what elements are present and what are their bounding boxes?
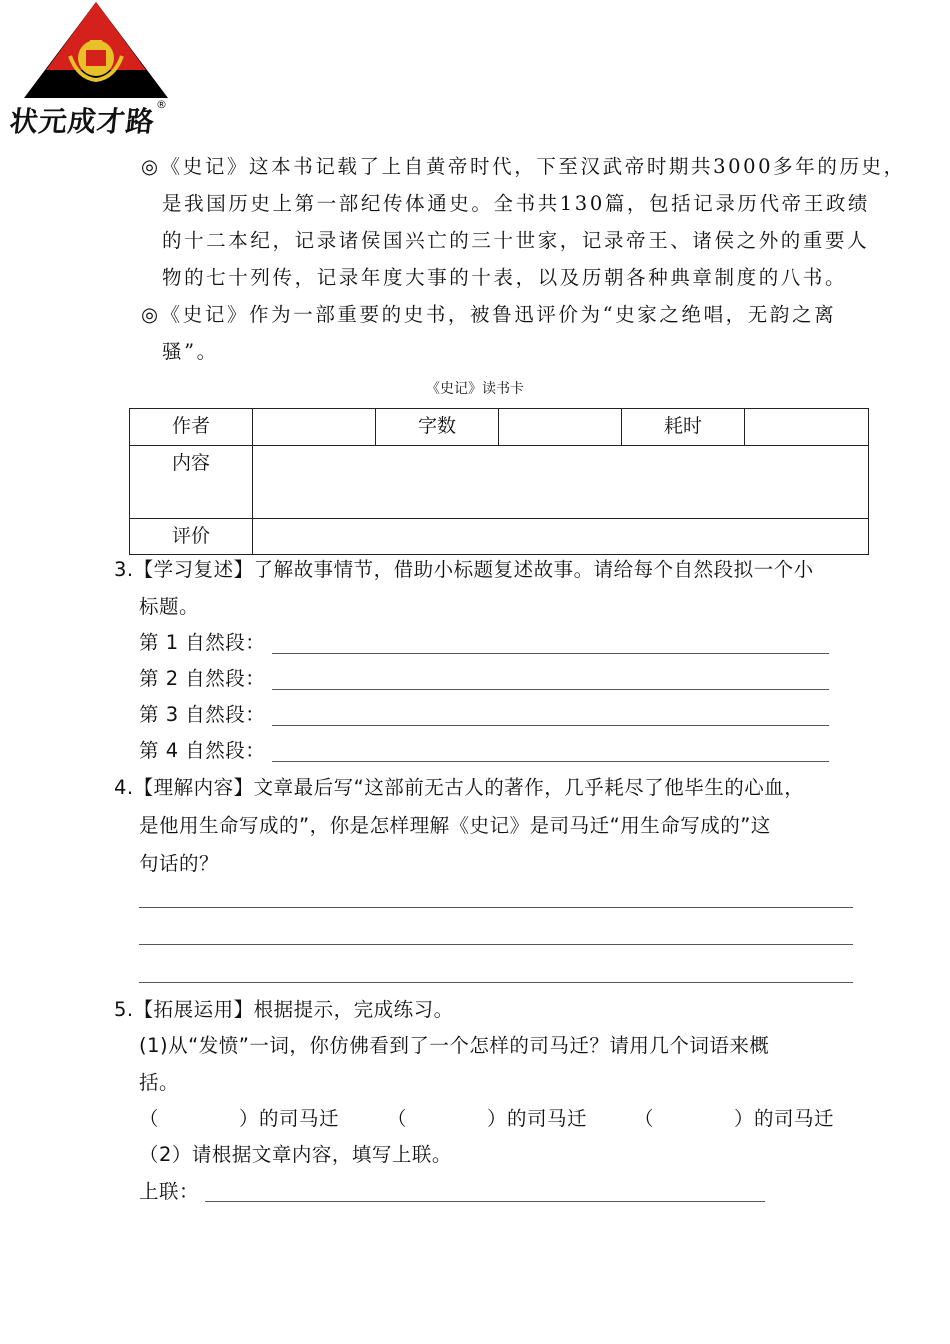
wordcount-cell[interactable] [499,409,622,446]
q5-blank-1[interactable]: （ ）的司马迁 [139,1107,340,1130]
registered-mark: ® [156,98,167,111]
couplet-blank[interactable] [205,1201,765,1202]
intro-line-6: 骚”。 [162,340,219,363]
q4-line-3: 句话的？ [139,852,220,875]
q5-blank-3[interactable]: （ ）的司马迁 [634,1107,835,1130]
q5-blank-2[interactable]: （ ）的司马迁 [387,1107,588,1130]
q3-para-4-label: 第 4 自然段： [139,739,266,762]
content-label: 内容 [130,446,253,519]
q3-line-2: 标题。 [139,595,200,618]
couplet-label: 上联： [139,1180,200,1203]
wordcount-label: 字数 [376,409,499,446]
q3-para-3-blank[interactable] [272,725,829,726]
intro-line-4: 物的七十列传，记录年度大事的十表，以及历朝各种典章制度的八书。 [162,266,848,289]
brand-name: 状元成才路 [8,105,157,138]
q3-para-3-label: 第 3 自然段： [139,703,266,726]
time-label: 耗时 [622,409,745,446]
card-caption: 《史记》读书卡 [426,381,524,397]
q5-line-1: 5.【拓展运用】根据提示，完成练习。 [114,998,454,1021]
q5-sub2: （2）请根据文章内容，填写上联。 [139,1143,452,1166]
q5-sub1-line-1: (1)从“发愤”一词，你仿佛看到了一个怎样的司马迁？请用几个词语来概 [139,1034,770,1057]
q3-para-1-blank[interactable] [272,653,829,654]
review-label: 评价 [130,519,253,555]
q3-para-2-label: 第 2 自然段： [139,667,266,690]
author-cell[interactable] [253,409,376,446]
intro-line-3: 的十二本纪，记录诸侯国兴亡的三十世家，记录帝王、诸侯之外的重要人 [162,229,870,252]
q4-line-1: 4.【理解内容】文章最后写“这部前无古人的著作，几乎耗尽了他毕生的心血， [114,776,805,799]
author-label: 作者 [130,409,253,446]
q3-para-1-label: 第 1 自然段： [139,631,266,654]
review-cell[interactable] [253,519,869,555]
q3-line-1: 3.【学习复述】了解故事情节，借助小标题复述故事。请给每个自然段拟一个小 [114,558,814,581]
reading-card-table [129,408,869,555]
q4-line-2: 是他用生命写成的”，你是怎样理解《史记》是司马迁“用生命写成的”这 [139,814,771,837]
intro-line-5: ◎《史记》作为一部重要的史书，被鲁迅评价为“史家之绝唱，无韵之离 [141,303,837,326]
intro-line-1: ◎《史记》这本书记载了上自黄帝时代，下至汉武帝时期共3000多年的历史， [141,155,906,178]
q3-para-2-blank[interactable] [272,689,829,690]
intro-line-2: 是我国历史上第一部纪传体通史。全书共130篇，包括记录历代帝王政绩 [162,192,871,215]
q5-sub1-line-2: 括。 [139,1071,180,1094]
content-cell[interactable] [253,446,869,519]
q4-answer-line-2[interactable] [139,944,853,945]
q3-para-4-blank[interactable] [272,761,829,762]
q4-answer-line-3[interactable] [139,982,853,983]
time-cell[interactable] [745,409,869,446]
q4-answer-line-1[interactable] [139,907,853,908]
